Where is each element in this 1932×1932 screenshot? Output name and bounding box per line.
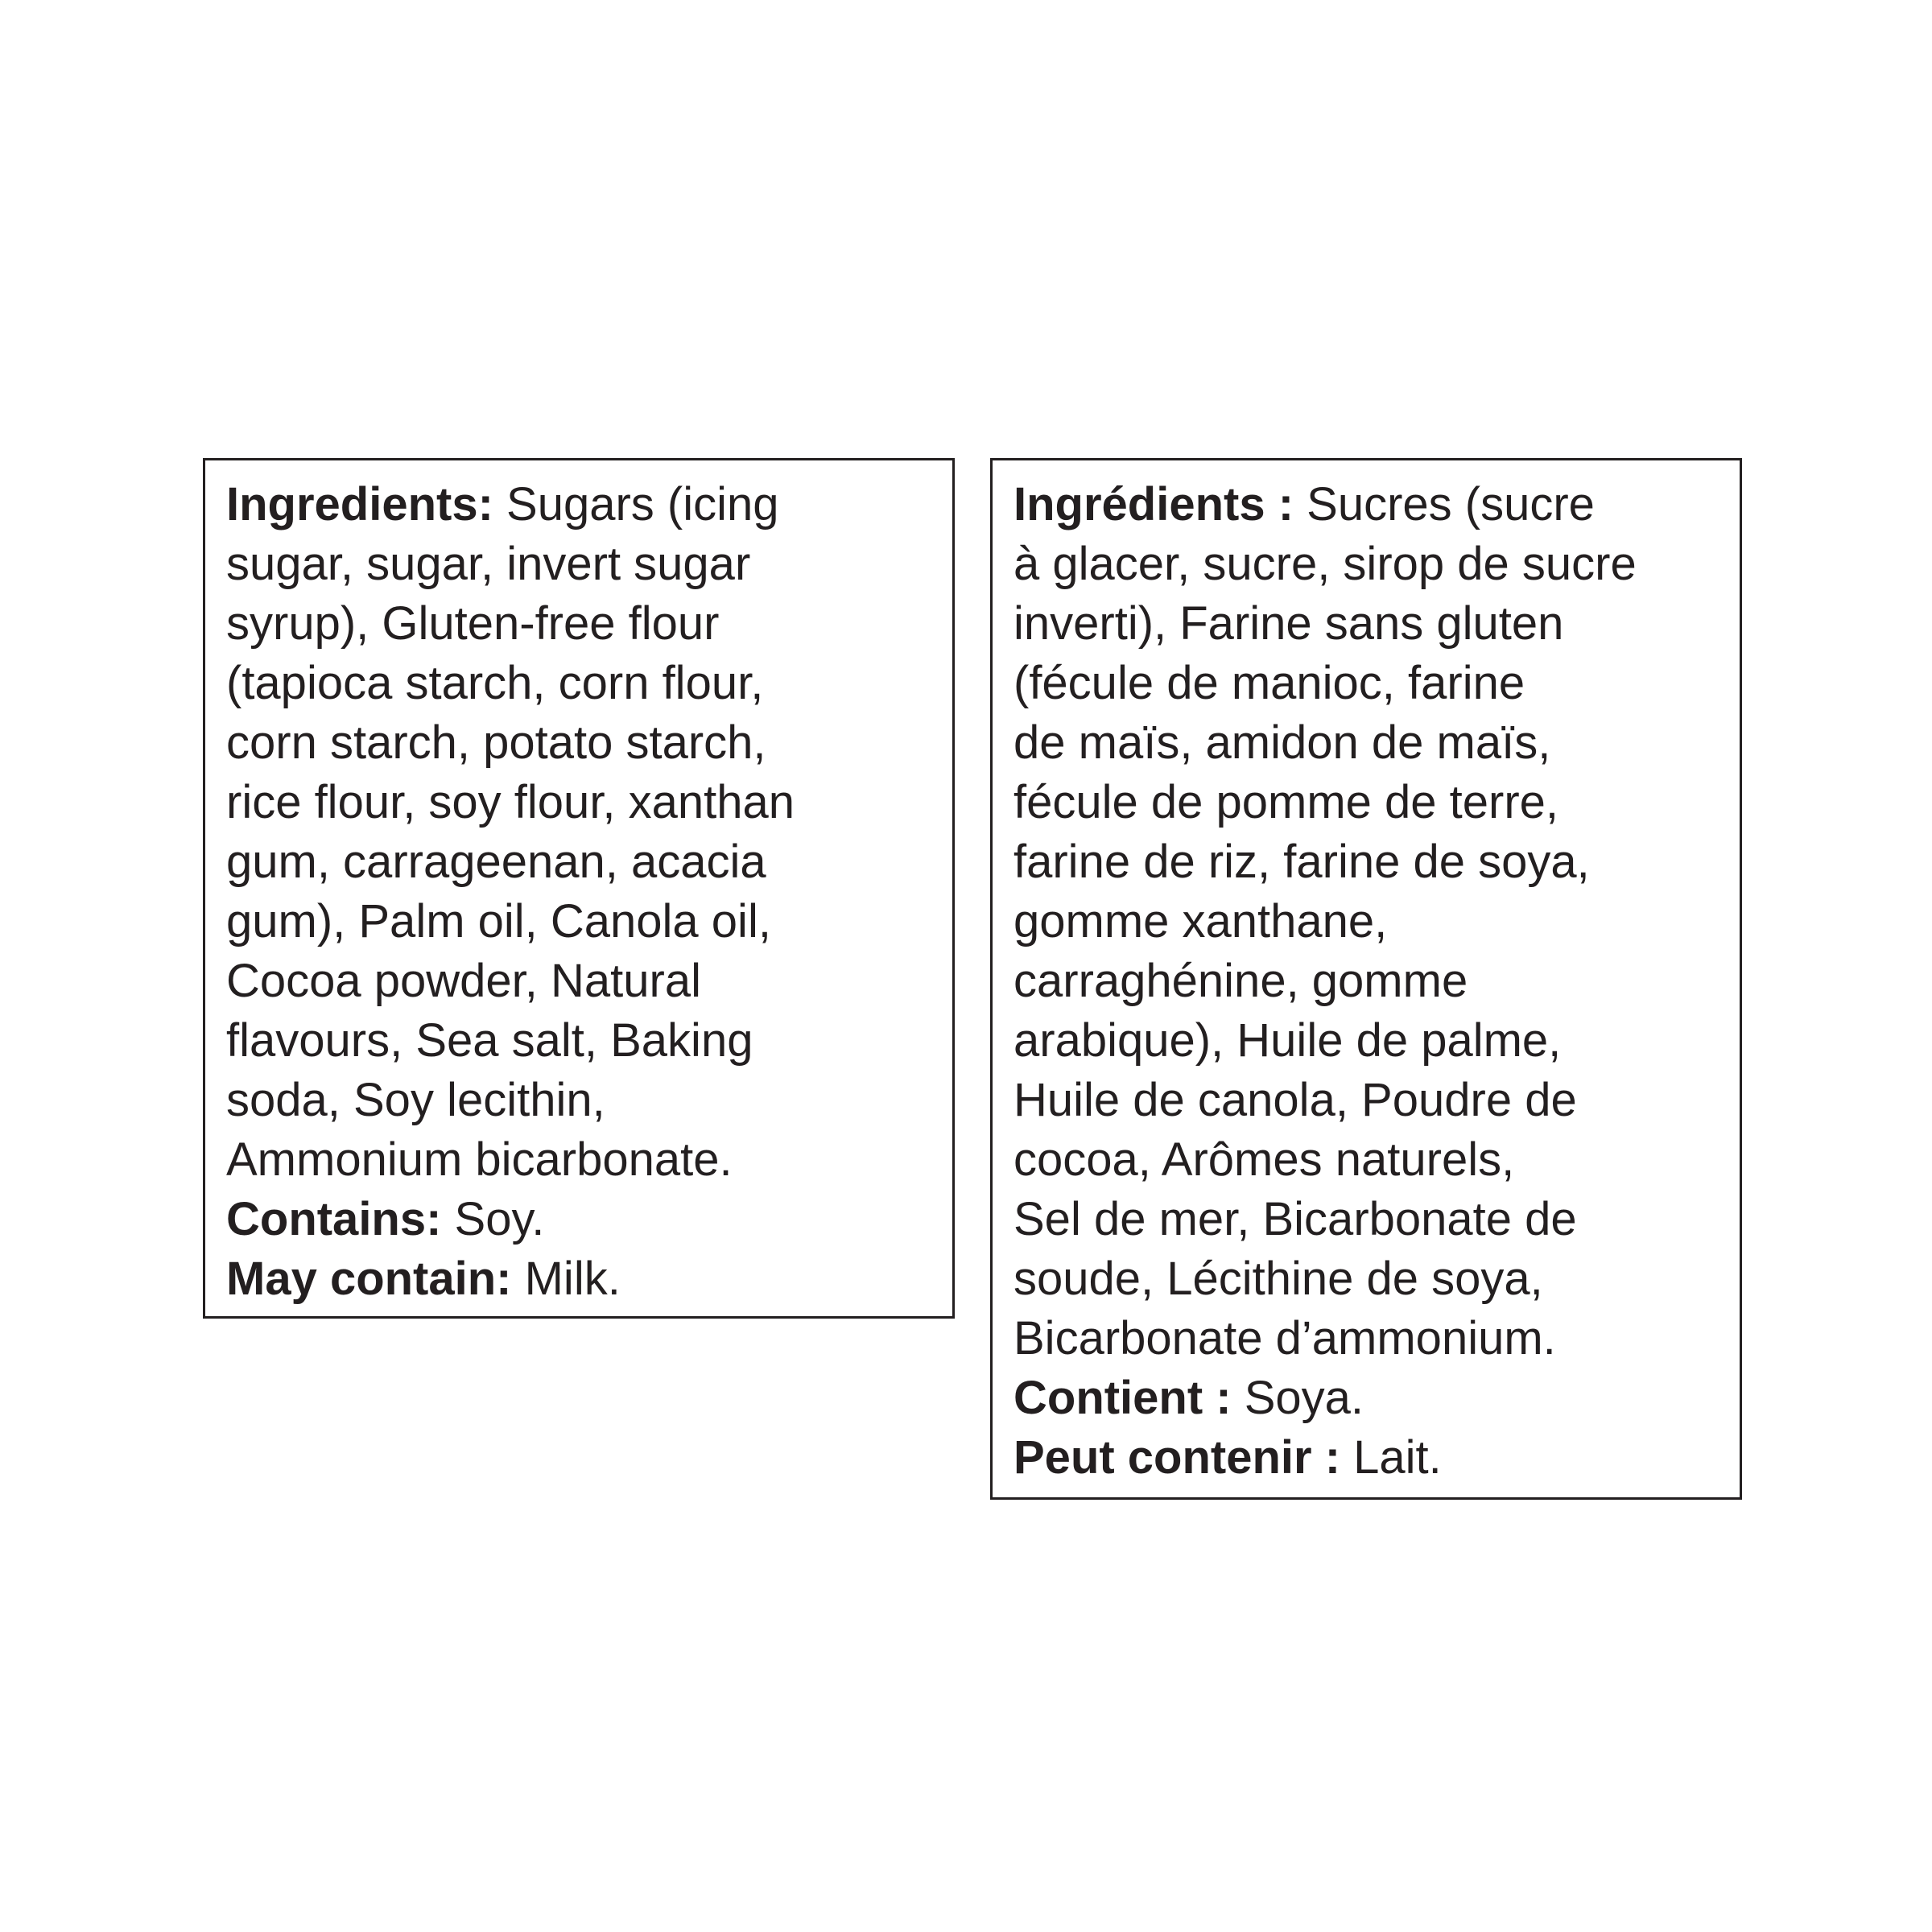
contains-line: [226, 1190, 931, 1249]
ingredient-text: Sucres (sucre: [1294, 478, 1595, 530]
ingredient-line: flavours, Sea salt, Baking: [226, 1014, 753, 1067]
ingredient-line: soude, Lécithine de soya,: [1013, 1253, 1543, 1305]
ingredient-text: Sugars (icing: [493, 478, 779, 530]
ingredient-line: gum, carrageenan, acacia: [226, 836, 766, 888]
may-contain-line: [1013, 1428, 1719, 1488]
contains-heading: Contient :: [1013, 1372, 1232, 1424]
contains-text: Soya.: [1231, 1372, 1364, 1424]
contains-line: [1013, 1368, 1719, 1428]
ingredients-heading: Ingrédients :: [1013, 478, 1294, 530]
ingredient-line: farine de riz, farine de soya,: [1013, 836, 1590, 888]
may-contain-text: Lait.: [1340, 1431, 1442, 1484]
ingredient-line: soda, Soy lecithin,: [226, 1074, 605, 1126]
contains-heading: Contains:: [226, 1193, 442, 1245]
ingredient-line: syrup), Gluten-free flour: [226, 597, 720, 650]
ingredient-line: fécule de pomme de terre,: [1013, 776, 1559, 828]
ingredient-line: inverti), Farine sans gluten: [1013, 597, 1564, 650]
ingredient-line: gomme xanthane,: [1013, 895, 1388, 947]
may-contain-heading: Peut contenir :: [1013, 1431, 1341, 1484]
ingredient-line: Sel de mer, Bicarbonate de: [1013, 1193, 1577, 1245]
ingredient-line: Bicarbonate d’ammonium.: [1013, 1312, 1556, 1364]
may-contain-line: [226, 1249, 931, 1309]
ingredient-line: de maïs, amidon de maïs,: [1013, 716, 1551, 769]
ingredient-line: cocoa, Arômes naturels,: [1013, 1133, 1515, 1186]
ingredient-line: corn starch, potato starch,: [226, 716, 766, 769]
ingredient-line: arabique), Huile de palme,: [1013, 1014, 1562, 1067]
ingredient-line: à glacer, sucre, sirop de sucre: [1013, 538, 1637, 590]
ingredients-heading: Ingredients:: [226, 478, 493, 530]
ingredient-line: Ammonium bicarbonate.: [226, 1133, 733, 1186]
ingredient-line: (tapioca starch, corn flour,: [226, 657, 764, 709]
ingredient-line: gum), Palm oil, Canola oil,: [226, 895, 771, 947]
may-contain-heading: May contain:: [226, 1253, 512, 1305]
ingredient-line: sugar, sugar, invert sugar: [226, 538, 751, 590]
contains-text: Soy.: [441, 1193, 545, 1245]
ingredient-line: carraghénine, gomme: [1013, 955, 1468, 1007]
ingredient-line: [1013, 475, 1719, 535]
ingredient-line: (fécule de manioc, farine: [1013, 657, 1525, 709]
ingredient-line: Cocoa powder, Natural: [226, 955, 701, 1007]
english-ingredients-panel: [203, 458, 955, 1319]
may-contain-text: Milk.: [511, 1253, 621, 1305]
french-ingredients-panel: [990, 458, 1742, 1500]
ingredient-line: rice flour, soy flour, xanthan: [226, 776, 795, 828]
ingredient-line: Huile de canola, Poudre de: [1013, 1074, 1577, 1126]
ingredient-line: [226, 475, 931, 535]
